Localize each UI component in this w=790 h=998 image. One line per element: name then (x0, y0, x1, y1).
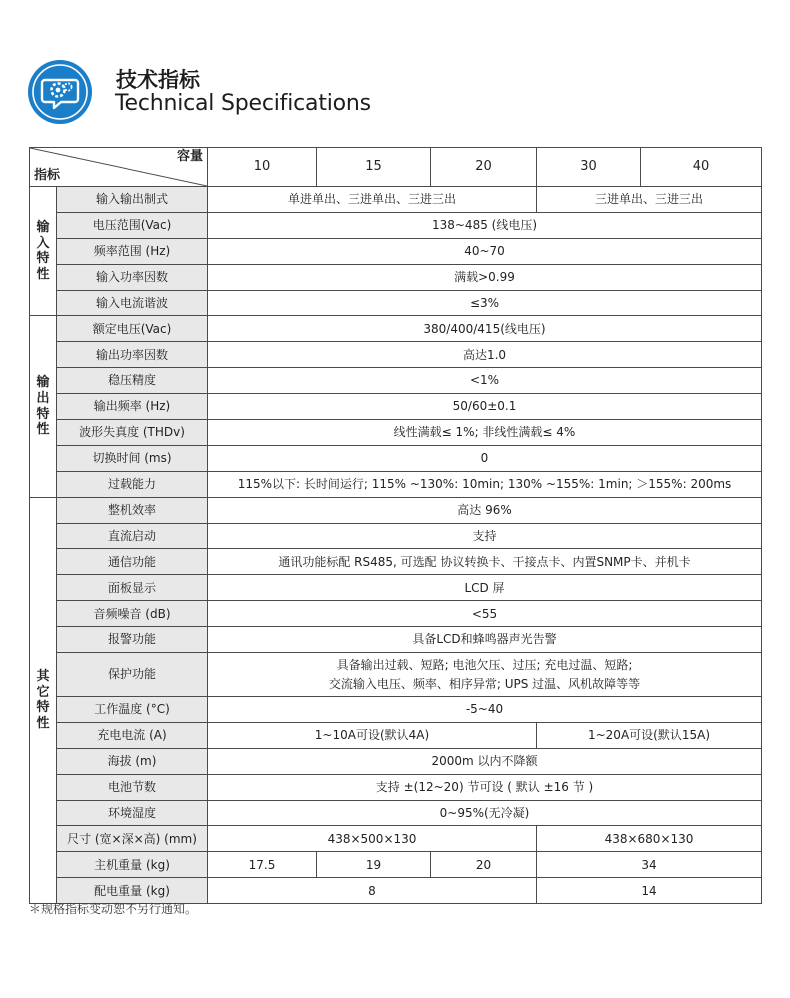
table-row (30, 601, 762, 627)
table-row (30, 774, 762, 800)
spec-value: 1~10A可设(默认4A) (208, 722, 537, 748)
spec-value: 380/400/415(线电压) (208, 316, 762, 342)
spec-value: -5~40 (208, 697, 762, 723)
param-label: 输出频率 (Hz) (57, 394, 208, 420)
header-capacity-20: 20 (431, 148, 537, 187)
param-label: 音频噪音 (dB) (57, 601, 208, 627)
group-label-char: 其 (36, 669, 50, 685)
table-row (30, 187, 762, 213)
table-row (30, 627, 762, 653)
spec-value: 138~485 (线电压) (208, 212, 762, 238)
spec-value: 2000m 以内不降额 (208, 748, 762, 774)
param-label: 面板显示 (57, 575, 208, 601)
footnote: ＊规格指标变动恕不另行通知。 (29, 902, 198, 916)
group-label-char: 性 (36, 716, 50, 732)
spec-value: 20 (431, 852, 537, 878)
param-label: 电池节数 (57, 774, 208, 800)
table-header-row (30, 148, 762, 187)
group-label-char: 出 (36, 390, 50, 406)
spec-value: 0 (208, 445, 762, 471)
spec-value: LCD 屏 (208, 575, 762, 601)
table-row (30, 445, 762, 471)
group-label-char: 输 (36, 375, 50, 391)
param-label: 直流启动 (57, 523, 208, 549)
param-label: 海拔 (m) (57, 748, 208, 774)
spec-value: 50/60±0.1 (208, 394, 762, 420)
table-row (30, 497, 762, 523)
table-row (30, 575, 762, 601)
table-row (30, 800, 762, 826)
spec-table (29, 147, 762, 904)
group-label-char: 它 (36, 684, 50, 700)
spec-value: 单进单出、三进单出、三进三出 (208, 187, 537, 213)
group-label-char: 特 (36, 700, 50, 716)
param-label: 报警功能 (57, 627, 208, 653)
spec-value: <1% (208, 368, 762, 394)
param-label: 环境湿度 (57, 800, 208, 826)
spec-value: 0~95%(无冷凝) (208, 800, 762, 826)
spec-value: 满载>0.99 (208, 264, 762, 290)
group-label-char: 性 (36, 422, 50, 438)
param-label: 整机效率 (57, 497, 208, 523)
param-label: 输入输出制式 (57, 187, 208, 213)
param-label: 电压范围(Vac) (57, 212, 208, 238)
table-row (30, 722, 762, 748)
spec-value: 具备LCD和蜂鸣器声光告警 (208, 627, 762, 653)
header-capacity-30: 30 (537, 148, 641, 187)
spec-value: 支持 (208, 523, 762, 549)
group-label-other (30, 497, 57, 903)
group-label-output (30, 316, 57, 497)
group-label-char: 特 (36, 406, 50, 422)
table-row (30, 852, 762, 878)
spec-value: 高达 96% (208, 497, 762, 523)
spec-value-line: 具备输出过载、短路; 电池欠压、过压; 充电过温、短路; (336, 657, 633, 672)
param-label: 波形失真度 (THDv) (57, 420, 208, 446)
spec-value: 三进单出、三进三出 (537, 187, 762, 213)
param-label: 保护功能 (57, 653, 208, 697)
settings-chat-icon (26, 58, 94, 126)
spec-value: 线性满载≤ 1%; 非线性满载≤ 4% (208, 420, 762, 446)
spec-value: 8 (208, 878, 537, 904)
spec-value: 115%以下: 长时间运行; 115% ~130%: 10min; 130% ~155%: 1min; ＞155%: 200ms (208, 471, 762, 497)
param-label: 尺寸 (宽×深×高) (mm) (57, 826, 208, 852)
param-label: 过载能力 (57, 471, 208, 497)
spec-value: 40~70 (208, 238, 762, 264)
param-label: 充电电流 (A) (57, 722, 208, 748)
spec-value: ≤3% (208, 290, 762, 316)
header-index-label: 指标 (34, 168, 61, 184)
table-row (30, 420, 762, 446)
param-label: 额定电压(Vac) (57, 316, 208, 342)
table-row (30, 238, 762, 264)
spec-value: 通讯功能标配 RS485, 可选配 协议转换卡、干接点卡、内置SNMP卡、并机卡 (208, 549, 762, 575)
page-header (26, 58, 746, 128)
spec-value: 17.5 (208, 852, 317, 878)
table-row (30, 748, 762, 774)
table-row (30, 264, 762, 290)
table-row (30, 549, 762, 575)
table-row (30, 523, 762, 549)
table-row (30, 471, 762, 497)
table-row (30, 653, 762, 697)
param-label: 输入功率因数 (57, 264, 208, 290)
group-label-char: 特 (36, 251, 50, 267)
spec-value: 高达1.0 (208, 342, 762, 368)
table-row (30, 826, 762, 852)
spec-value: 438×680×130 (537, 826, 762, 852)
spec-value: 438×500×130 (208, 826, 537, 852)
spec-value-line: 交流输入电压、频率、相序异常; UPS 过温、风机故障等等 (328, 677, 641, 692)
param-label: 主机重量 (kg) (57, 852, 208, 878)
table-row (30, 342, 762, 368)
param-label: 稳压精度 (57, 368, 208, 394)
param-label: 工作温度 (°C) (57, 697, 208, 723)
spec-value: 14 (537, 878, 762, 904)
table-row (30, 212, 762, 238)
table-row (30, 368, 762, 394)
param-label: 输出功率因数 (57, 342, 208, 368)
group-label-char: 性 (36, 266, 50, 282)
param-label: 通信功能 (57, 549, 208, 575)
spec-value: 1~20A可设(默认15A) (537, 722, 762, 748)
spec-value: 支持 ±(12~20) 节可设 ( 默认 ±16 节 ) (208, 774, 762, 800)
group-label-char: 入 (36, 235, 50, 251)
group-label-input (30, 187, 57, 316)
spec-value: <55 (208, 601, 762, 627)
header-capacity-40: 40 (641, 148, 762, 187)
param-label: 配电重量 (kg) (57, 878, 208, 904)
table-row (30, 290, 762, 316)
table-row (30, 394, 762, 420)
spec-value: 34 (537, 852, 762, 878)
param-label: 切换时间 (ms) (57, 445, 208, 471)
spec-value: 19 (317, 852, 431, 878)
page-title-zh: 技术指标 (116, 68, 200, 92)
spec-value (208, 653, 762, 697)
param-label: 输入电流谐波 (57, 290, 208, 316)
header-capacity-label: 容量 (176, 149, 203, 164)
header-capacity-10: 10 (208, 148, 317, 187)
page-title-en: Technical Specifications (115, 91, 371, 116)
header-corner-cell (30, 148, 208, 187)
param-label: 频率范围 (Hz) (57, 238, 208, 264)
table-row (30, 316, 762, 342)
header-capacity-15: 15 (317, 148, 431, 187)
table-row (30, 697, 762, 723)
group-label-char: 输 (36, 220, 50, 236)
